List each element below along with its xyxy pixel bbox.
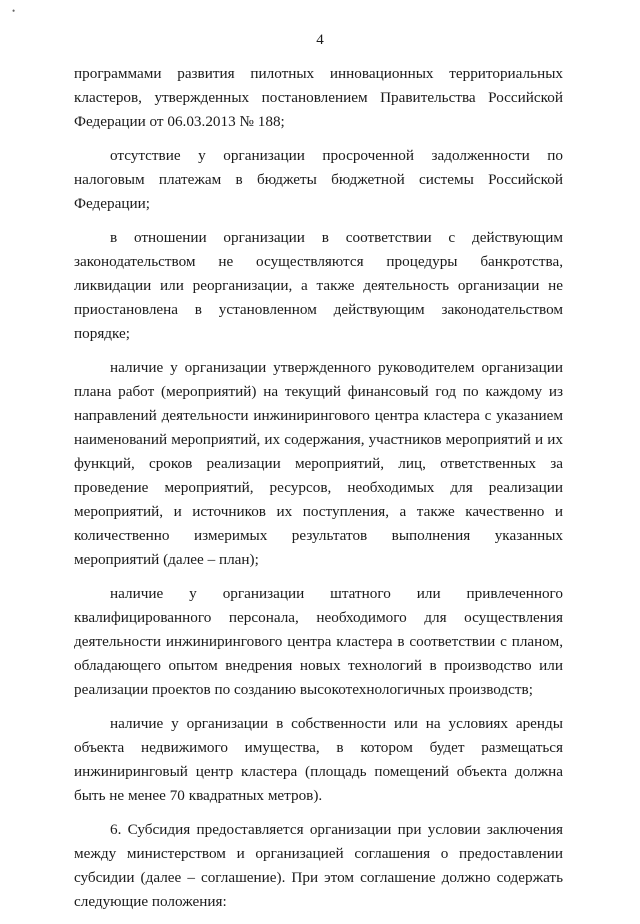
document-body	[74, 62, 563, 924]
paragraph-real-estate: наличие у организации в собственности или на условиях аренды объекта недвижимого имущества, в котором будет размещаться инжиниринговый центр кластера (площадь помещений объекта должна быть не менее 70 квадратных метров).	[74, 715, 563, 804]
paragraph-no-tax-debt: отсутствие у организации просроченной задолженности по налоговым платежам в бюджеты бюджетной системы Российской Федерации;	[74, 147, 563, 212]
paragraph-work-plan: наличие у организации утвержденного руководителем организации плана работ (мероприятий) на текущий финансовый год по каждому из направлений деятельности инжинирингового центра кластера с указанием наименований мероприятий, их содержания, участников мероприятий и их функций, сроков реализации мероприятий, лиц, ответственных за проведение мероприятий, ресурсов, необходимых для реализации мероприятий, и источников их поступления, а также качественно и количественно измеримых результатов выполнения указанных мероприятий (далее – план);	[74, 359, 563, 568]
paragraph-qualified-staff: наличие у организации штатного или привлеченного квалифицированного персонала, необходимого для осуществления деятельности инжинирингового центра кластера в соответствии с планом, обладающего опытом внедрения новых технологий в производство или реализации проектов по созданию высокотехнологичных производств;	[74, 585, 563, 698]
paragraph-cluster-programs: программами развития пилотных инновационных территориальных кластеров, утвержденных постановлением Правительства Российской Федерации от 06.03.2013 № 188;	[74, 65, 563, 130]
scan-corner-mark: •	[12, 6, 16, 16]
page-number: 4	[316, 32, 324, 48]
paragraph-no-bankruptcy: в отношении организации в соответствии с действующим законодательством не осуществляются процедуры банкротства, ликвидации или реорганизации, а также деятельность организации не приостановлена в установленном действующим законодательством порядке;	[74, 229, 563, 342]
paragraph-subsidy-agreement: 6. Субсидия предоставляется организации при условии заключения между министерством и организацией соглашения о предоставлении субсидии (далее – соглашение). При этом соглашение должно содержать следующие положения:	[74, 821, 563, 910]
